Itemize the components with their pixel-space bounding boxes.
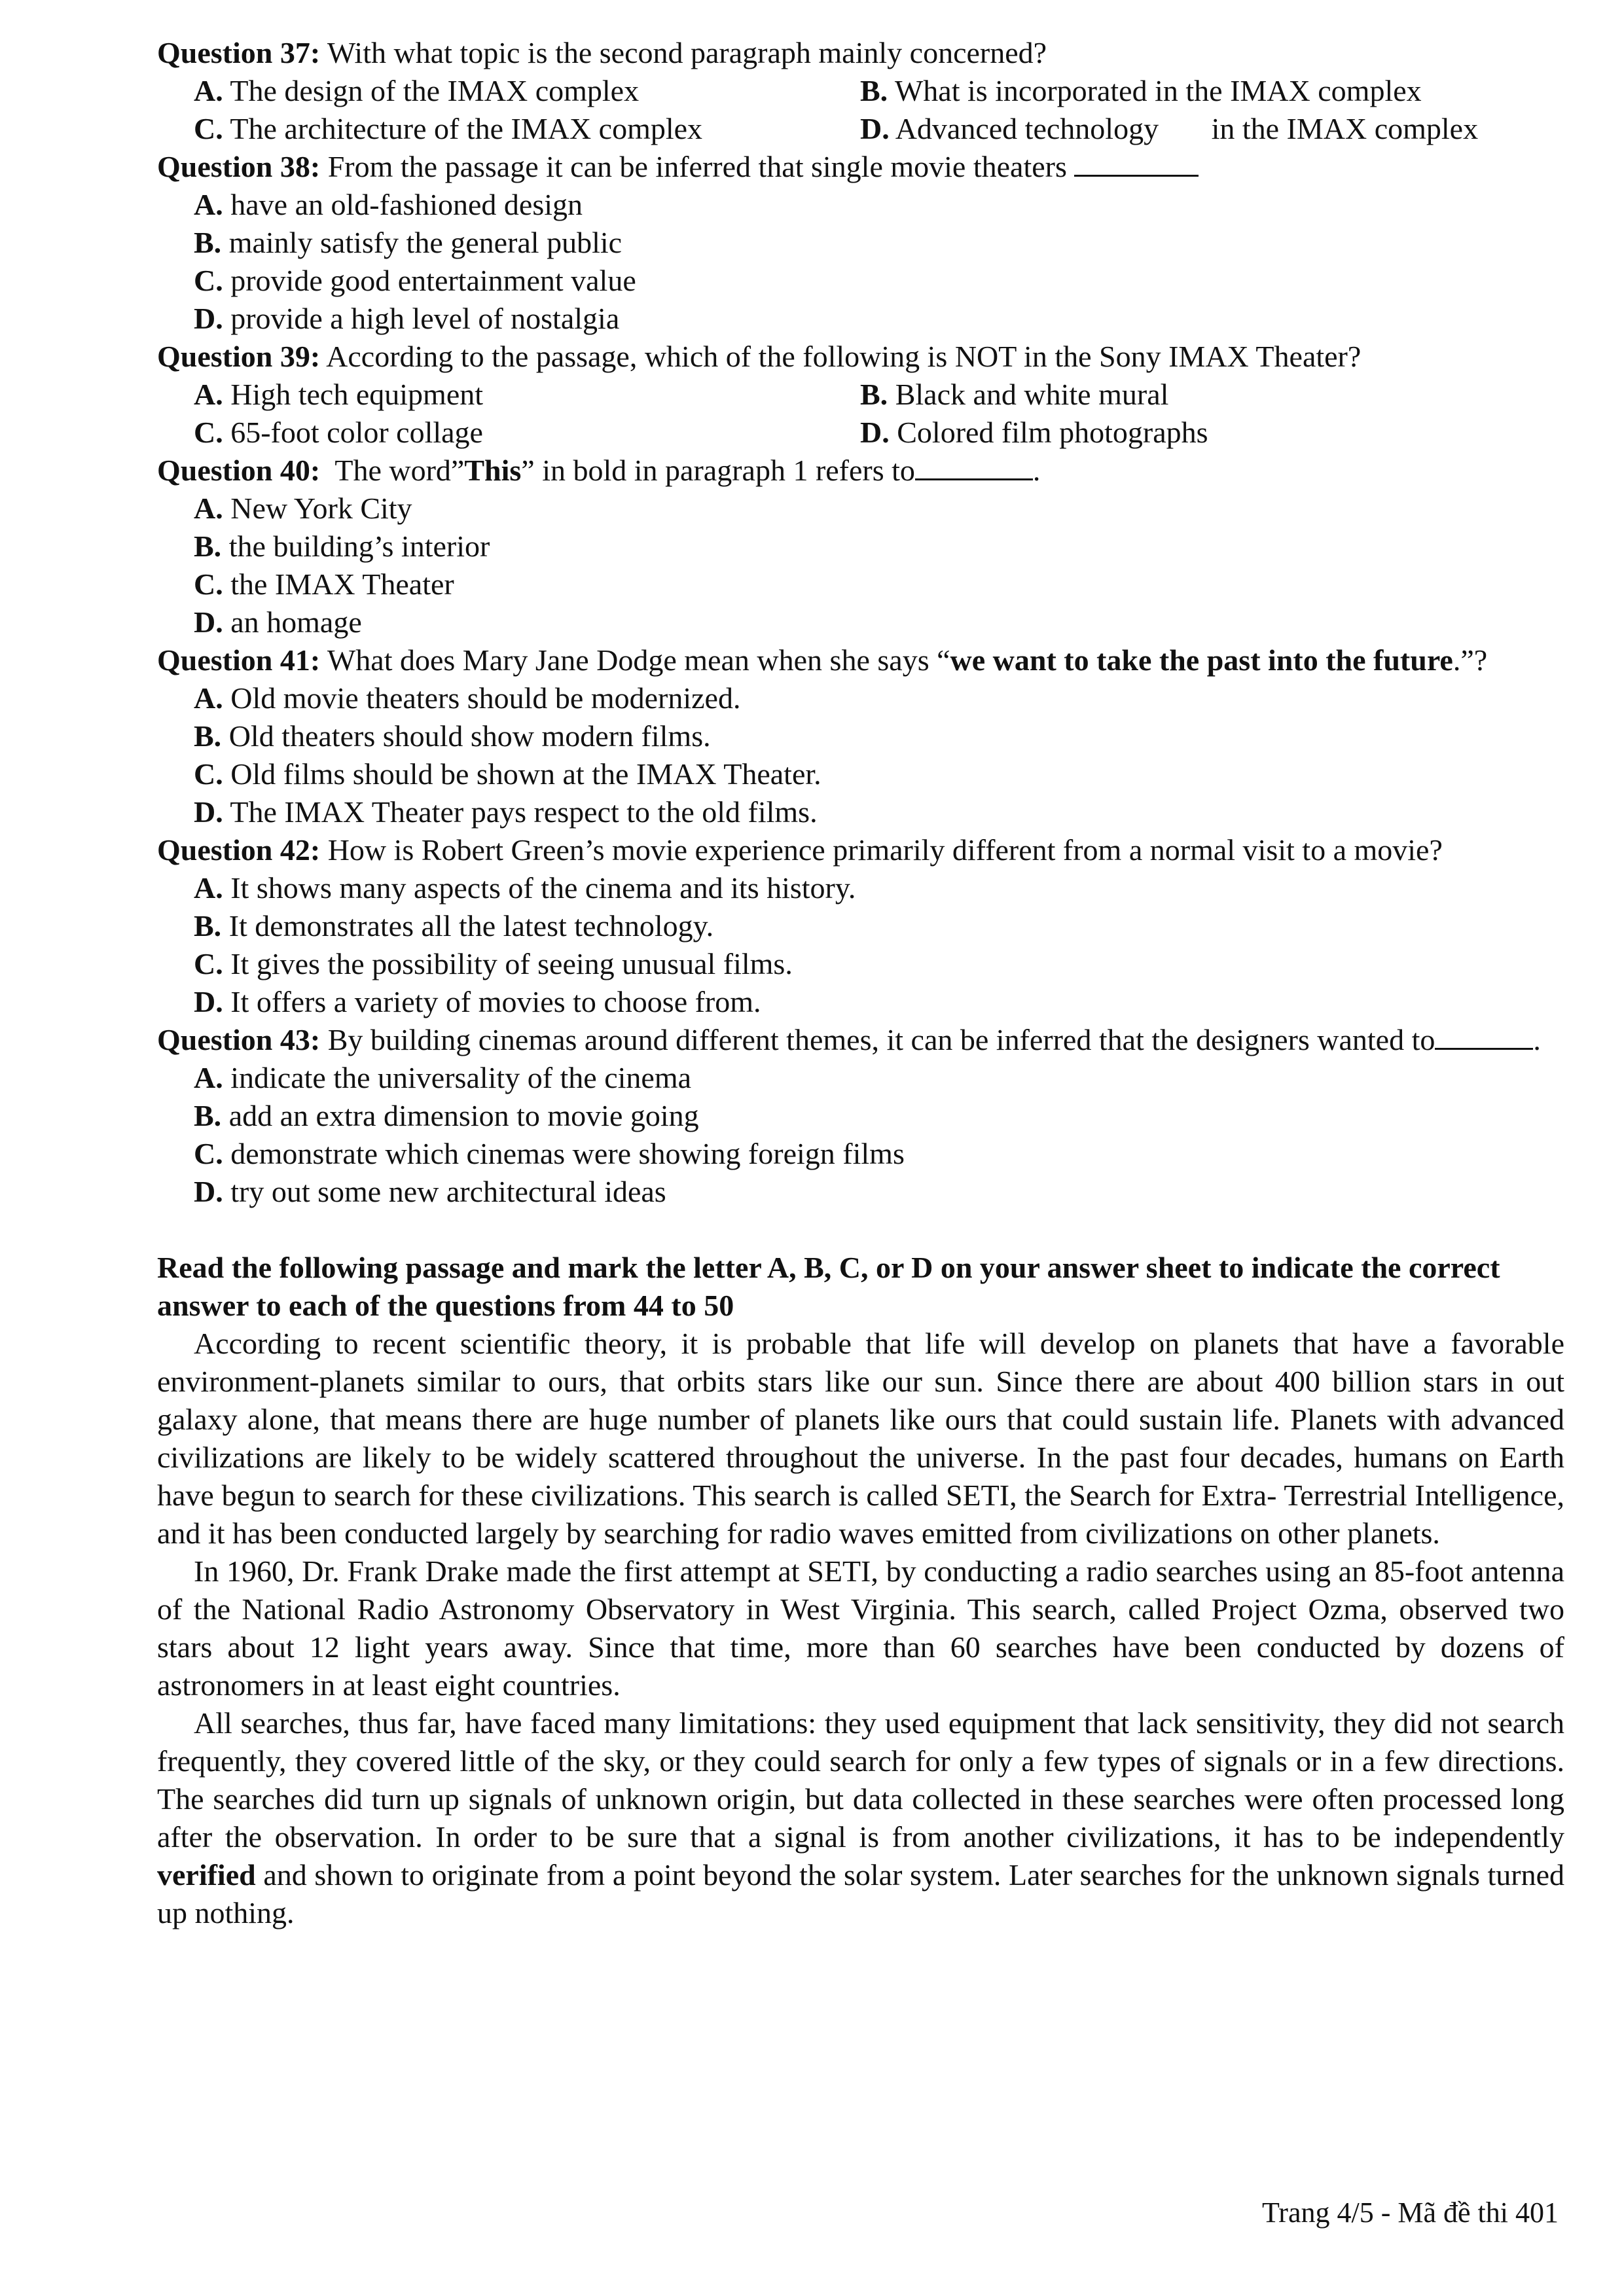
passage-paragraph-2: In 1960, Dr. Frank Drake made the first attempt at SETI, by conducting a radio searches using an 85-foot antenna of the National Radio Astronomy Observatory in West Virginia. This search, called Project Ozma, observed two stars about 12 light years away. Since that time, more than 60 searches have been conducted by dozens of astronomers in at least eight countries. [157, 1554, 1564, 1702]
options-38 [194, 186, 1564, 338]
option-d: D. Advanced technology in the IMAX complex [860, 112, 1479, 145]
question-bold-term: we want to take the past into the future [950, 643, 1453, 677]
option-b: B. mainly satisfy the general public [194, 226, 623, 259]
question-38 [157, 148, 1564, 186]
question-number: Question 40: [157, 454, 321, 487]
option-c: C. the IMAX Theater [194, 567, 454, 601]
reading-instruction: Read the following passage and mark the letter A, B, C, or D on your answer sheet to indicate the correct answer to each of the questions from 44 to 50 [157, 1251, 1500, 1322]
paragraph-text: All searches, thus far, have faced many limitations: they used equipment that lack sensitivity, they did not search frequently, they covered little of the sky, or they could search for only a few types of signals or in a few directions. The searches did turn up signals of unknown origin, but data collected in these searches were often processed long after the observation. In order to be sure that a signal is from another civilizations, it has to be independently [157, 1706, 1564, 1854]
option-c: C. Old films should be shown at the IMAX Theater. [194, 757, 821, 791]
option-d: D. provide a high level of nostalgia [194, 302, 620, 335]
option-a: A. It shows many aspects of the cinema and its history. [194, 871, 856, 905]
option-d: D. The IMAX Theater pays respect to the old films. [194, 795, 818, 829]
options-37 [194, 72, 1564, 148]
options-40 [194, 490, 1564, 641]
passage-paragraph-1: According to recent scientific theory, it is probable that life will develop on planets that have a favorable environment-planets similar to ours, that orbits stars like our sun. Since there are about 400 billion stars in out galaxy alone, that means there are huge number of planets like ours that could sustain life. Planets with advanced civilizations are likely to be widely scattered throughout the universe. In the past four decades, humans on Earth have begun to search for these civilizations. This search is called SETI, the Search for Extra- Terrestrial Intelligence, and it has been conducted largely by searching for radio waves emitted from civilizations on other planets. [157, 1327, 1564, 1550]
question-text: With what topic is the second paragraph mainly concerned? [327, 36, 1047, 69]
option-c: C. provide good entertainment value [194, 264, 636, 297]
question-text: From the passage it can be inferred that single movie theaters [327, 150, 1067, 183]
option-b: B. It demonstrates all the latest technology. [194, 909, 714, 942]
question-37 [157, 34, 1564, 72]
option-a: A. New York City [194, 492, 412, 525]
question-43 [157, 1021, 1564, 1059]
question-text: By building cinemas around different themes, it can be inferred that the designers wanted to [327, 1023, 1435, 1056]
option-d: D. Colored film photographs [860, 416, 1208, 449]
answer-blank [915, 452, 1033, 480]
option-b: B. the building’s interior [194, 529, 490, 563]
option-a: A. Old movie theaters should be modernized. [194, 681, 741, 715]
question-number: Question 41: [157, 643, 321, 677]
options-41 [194, 679, 1564, 831]
question-text: According to the passage, which of the following is NOT in the Sony IMAX Theater? [326, 340, 1362, 373]
question-text: The word” [334, 454, 465, 487]
option-d: D. an homage [194, 605, 362, 639]
option-b: B. Black and white mural [860, 378, 1169, 411]
question-42 [157, 831, 1564, 869]
option-a: A. have an old-fashioned design [194, 188, 583, 221]
options-42 [194, 869, 1564, 1021]
option-c: C. demonstrate which cinemas were showing foreign films [194, 1137, 905, 1170]
question-40: Question 40: The word”This” in bold in paragraph 1 refers to . [157, 454, 1041, 487]
question-number: Question 42: [157, 833, 321, 867]
paragraph-text-after: and shown to originate from a point beyond the solar system. Later searches for the unknown signals turned up nothing. [157, 1858, 1565, 1929]
question-text-after: . [1533, 1023, 1541, 1056]
passage-paragraph-3 [157, 1704, 1564, 1932]
option-c: C. 65-foot color collage [194, 416, 483, 449]
option-d: D. try out some new architectural ideas [194, 1175, 666, 1208]
page-footer: Trang 4/5 - Mã đề thi 401 [1261, 2197, 1559, 2229]
option-b: B. Old theaters should show modern films. [194, 719, 711, 753]
question-number: Question 43: [157, 1023, 321, 1056]
question-number: Question 38: [157, 150, 321, 183]
bold-word-verified: verified [157, 1858, 256, 1892]
option-a: A. The design of the IMAX complex [194, 74, 640, 107]
option-c: C. The architecture of the IMAX complex [194, 112, 703, 145]
answer-blank [1435, 1022, 1533, 1050]
answer-blank [1074, 149, 1199, 177]
question-number: Question 37: [157, 36, 321, 69]
question-number: Question 39: [157, 340, 321, 373]
question-text: What does Mary Jane Dodge mean when she says “ [327, 643, 950, 677]
question-text-after: ” in bold in paragraph 1 refers to [521, 454, 915, 487]
options-39 [194, 376, 1564, 452]
option-d: D. It offers a variety of movies to choose from. [194, 985, 761, 1018]
question-text: How is Robert Green’s movie experience primarily different from a normal visit to a movie? [327, 833, 1443, 867]
options-43 [194, 1059, 1564, 1211]
question-39 [157, 338, 1564, 376]
page-content [157, 34, 1564, 1932]
option-a: A. High tech equipment [194, 378, 484, 411]
section-gap [157, 1211, 1564, 1249]
option-a: A. indicate the universality of the cinema [194, 1061, 692, 1094]
question-bold-term: This [464, 454, 522, 487]
option-c: C. It gives the possibility of seeing unusual films. [194, 947, 793, 980]
question-41 [157, 641, 1564, 679]
question-text-after: .”? [1453, 643, 1488, 677]
option-b: B. What is incorporated in the IMAX complex [860, 74, 1422, 107]
option-b: B. add an extra dimension to movie going [194, 1099, 699, 1132]
